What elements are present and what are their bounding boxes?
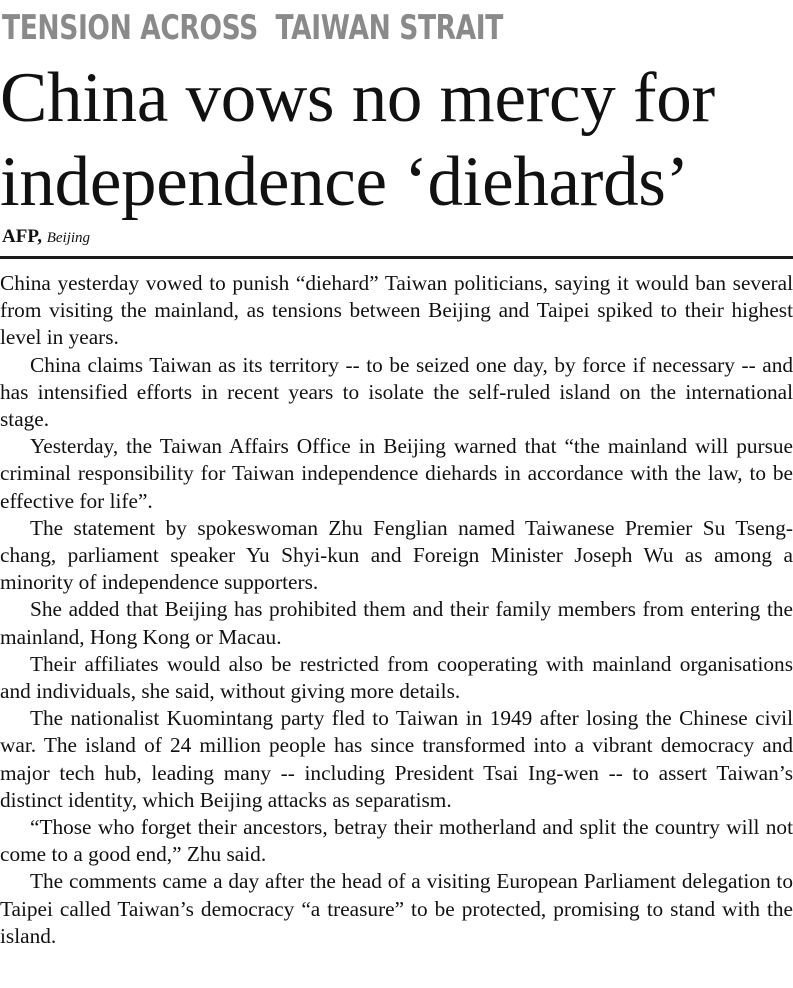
- byline-agency: AFP,: [2, 226, 42, 247]
- paragraph-7: The nationalist Kuomintang party fled to Taiwan in 1949 after losing the Chinese civil war. The island of 24 million people has since transformed into a vibrant democracy and major tech hub, leading many -- including President Tsai Ing-wen -- to assert Taiwan’s distinct identity, which Beijing attacks as separatism.: [0, 706, 793, 812]
- headline-line-2: independence ‘diehards’: [0, 143, 689, 221]
- paragraph-6: Their affiliates would also be restricted from cooperating with mainland organisations and individuals, she said, without giving more details.: [0, 651, 793, 704]
- byline-location: Beijing: [46, 230, 91, 246]
- byline: [2, 224, 90, 251]
- paragraph-5: She added that Beijing has prohibited them and their family members from entering the mainland, Hong Kong or Macau.: [0, 597, 793, 649]
- paragraph-9: The comments came a day after the head of a visiting European Parliament delegation to Taipei called Taiwan’s democracy “a treasure” to be protected, promising to stand with the island.: [0, 869, 793, 948]
- paragraph-4: The statement by spokeswoman Zhu Fenglian named Taiwanese Premier Su Tseng-chang, parliament speaker Yu Shyi-kun and Foreign Minister Joseph Wu as among a minority of independence supporters.: [0, 515, 793, 595]
- paragraph-8: “Those who forget their ancestors, betray their motherland and split the country will not come to a good end,” Zhu said.: [0, 815, 793, 867]
- byline-divider: [0, 256, 793, 259]
- headline: [0, 56, 793, 224]
- article-body: [0, 270, 793, 950]
- section-kicker: TENSION ACROSS TAIWAN STRAIT: [2, 8, 503, 48]
- paragraph-3: Yesterday, the Taiwan Affairs Office in Beijing warned that “the mainland will pursue criminal responsibility for Taiwan independence diehards in accordance with the law, to be effective for life”.: [0, 434, 793, 513]
- headline-line-1: China vows no mercy for: [0, 59, 715, 137]
- paragraph-2: China claims Taiwan as its territory -- to be seized one day, by force if necessary -- and has intensified efforts in recent years to isolate the self-ruled island on the international stage.: [0, 352, 793, 432]
- paragraph-1: China yesterday vowed to punish “diehard” Taiwan politicians, saying it would ban several from visiting the mainland, as tensions between Beijing and Taipei spiked to their highest level in years.: [0, 271, 793, 350]
